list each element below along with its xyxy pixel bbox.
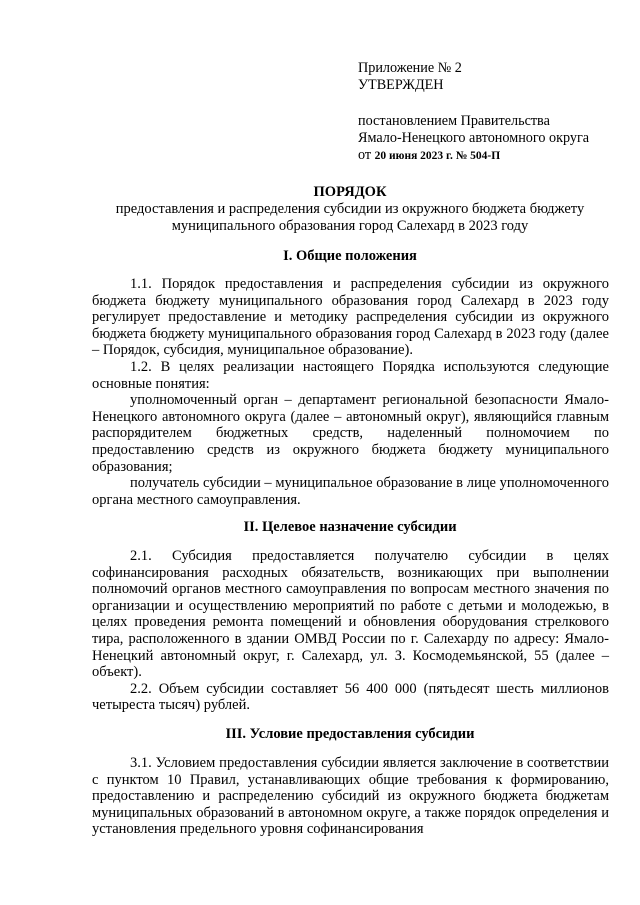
approval-date-number: 20 июня 2023 г. № 504-П (374, 150, 501, 162)
approval-date-line (358, 147, 628, 165)
section-3-heading: III. Условие предоставления субсидии (225, 726, 475, 742)
approval-stamp (358, 60, 628, 165)
approved-by-line1: постановлением Правительства (358, 113, 550, 129)
paragraph-definition-authority: уполномоченный орган – департамент региональной безопасности Ямало-Ненецкого автономного округа (далее – автономный округ), являющийся главным распорядителем бюджетных средств, наделенный полномочием по предоставлению средств из окружного бюджета бюджету муниципального образования; (92, 392, 609, 475)
section-2-body (92, 548, 609, 714)
date-prefix: от (358, 147, 372, 163)
paragraph-1-1: 1.1. Порядок предоставления и распределения субсидии из окружного бюджета бюджету муниципального образования город Салехард в 2023 году регулирует предоставление и методику распределения субсидии из окружного бюджета бюджету муниципального образования город Салехард в 2023 году (далее – Порядок, субсидия, муниципальное образование). (92, 276, 609, 359)
subtitle-line-1: предоставления и распределения субсидии из окружного бюджета бюджету (115, 201, 585, 217)
document-subtitle (92, 201, 608, 234)
paragraph-definition-recipient: получатель субсидии – муниципальное образование в лице уполномоченного органа местного самоуправления. (92, 475, 609, 508)
paragraph-2-2: 2.2. Объем субсидии составляет 56 400 000 (пятьдесят шесть миллионов четыреста тысяч) рублей. (92, 680, 609, 714)
section-2-heading: II. Целевое назначение субсидии (243, 519, 457, 535)
spacer (358, 94, 628, 113)
section-1-body (92, 276, 609, 508)
section-3-body (92, 755, 609, 838)
approved-by-line2: Ямало-Ненецкого автономного округа (358, 130, 590, 146)
subtitle-line-2: муниципального образования город Салехард в 2023 году (171, 217, 529, 234)
annex-number: Приложение № 2 (358, 60, 462, 76)
paragraph-1-2: 1.2. В целях реализации настоящего Порядка используются следующие основные понятия: (92, 358, 609, 392)
section-1-heading: I. Общие положения (283, 248, 417, 264)
document-title: ПОРЯДОК (313, 184, 387, 200)
paragraph-3-1: 3.1. Условием предоставления субсидии является заключение в соответствии с пунктом 10 Правил, устанавливающих общие требования к формированию, предоставлению и распределению субсидий из окружного бюджета бюджетам муниципальных образований в автономном округе, а также порядок определения и установления предельного уровня софинансирования (92, 755, 609, 838)
approved-label: УТВЕРЖДЕН (358, 77, 444, 93)
paragraph-2-1: 2.1. Субсидия предоставляется получателю субсидии в целях софинансирования расходных обязательств, возникающих при выполнении полномочий органов местного самоуправления по вопросам местного значения по организации и осуществлению мероприятий по работе с детьми и молодежью, в целях проведения ремонта помещений и обновления оборудования стрелкового тира, расположенного в здании ОМВД России по г. Салехарду по адресу: Ямало-Ненецкий автономный округ, г. Салехард, ул. З. Космодемьянской, 55 (далее – объект). (92, 548, 609, 681)
